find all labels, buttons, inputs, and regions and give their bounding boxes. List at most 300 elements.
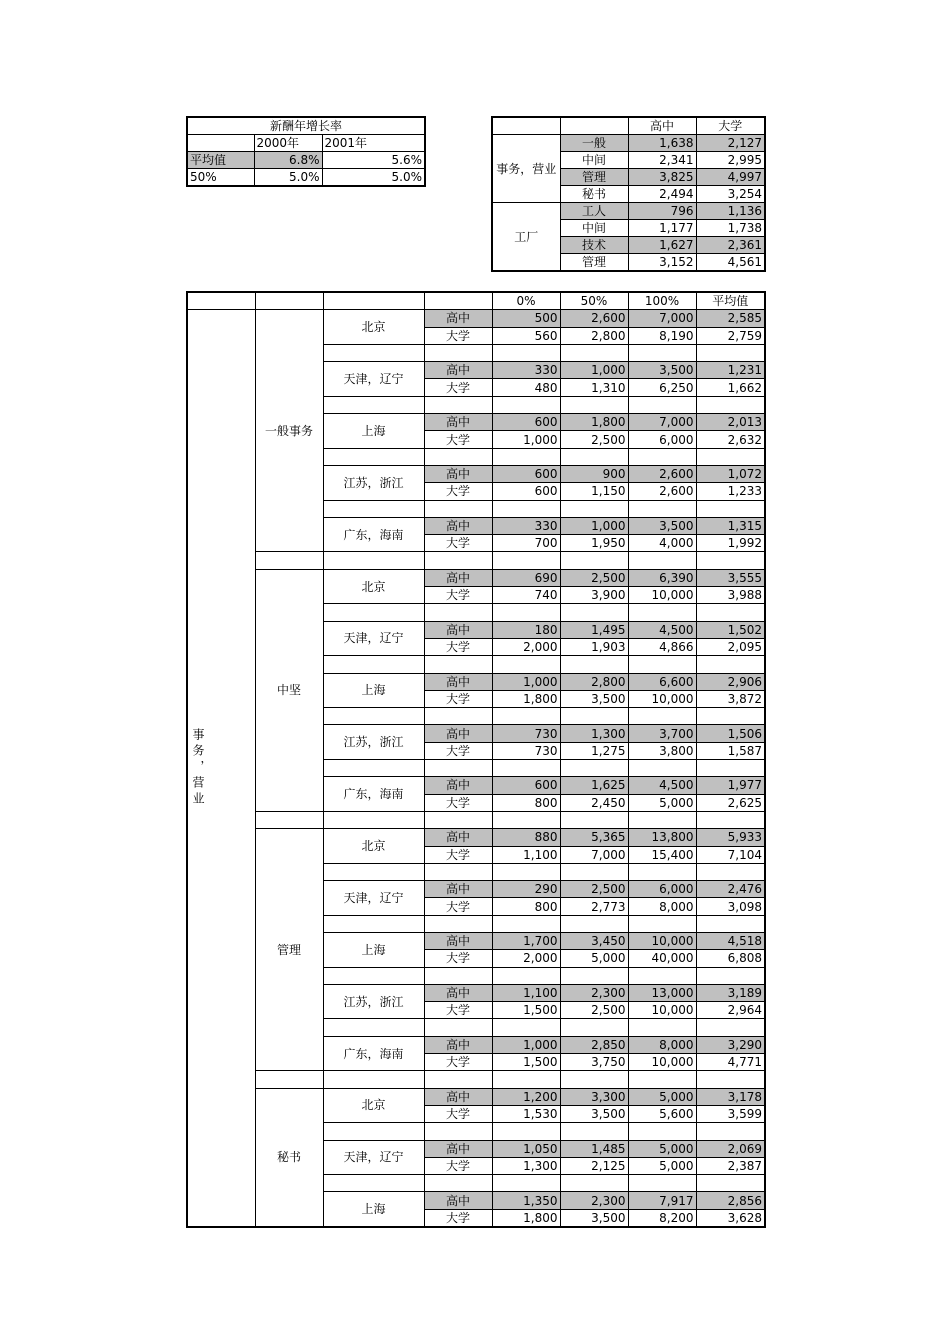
spacer-cell (696, 1019, 765, 1036)
avg-group-label: 工厂 (492, 203, 560, 272)
value-cell: 1,300 (560, 725, 628, 742)
spacer-cell (628, 1019, 696, 1036)
value-cell: 1,050 (492, 1140, 560, 1157)
value-cell: 6,000 (628, 881, 696, 898)
spacer-cell (696, 448, 765, 465)
value-cell: 3,450 (560, 932, 628, 949)
value-cell: 2,773 (560, 898, 628, 915)
value-cell: 2,500 (560, 1002, 628, 1019)
main-header-blank (187, 292, 255, 310)
edu-label-hs: 高中 (424, 673, 492, 690)
avg-cell: 1,738 (696, 220, 765, 237)
value-cell: 8,190 (628, 327, 696, 344)
value-cell: 330 (492, 362, 560, 379)
edu-label-uni: 大学 (424, 898, 492, 915)
spacer-cell (696, 1123, 765, 1140)
value-cell: 2,500 (560, 569, 628, 586)
value-cell: 600 (492, 483, 560, 500)
value-cell: 3,599 (696, 1105, 765, 1122)
edu-label-uni: 大学 (424, 1105, 492, 1122)
spacer-cell (424, 448, 492, 465)
growth-cell: 5.0% (254, 169, 322, 187)
spacer-cell (424, 552, 492, 569)
edu-label-hs: 高中 (424, 777, 492, 794)
avg-cell: 3,152 (628, 254, 696, 272)
value-cell: 5,000 (628, 1088, 696, 1105)
value-cell: 1,506 (696, 725, 765, 742)
value-cell: 3,500 (628, 517, 696, 534)
spacer-cell (628, 708, 696, 725)
value-cell: 1,072 (696, 465, 765, 482)
value-cell: 7,000 (628, 310, 696, 327)
value-cell: 7,917 (628, 1192, 696, 1209)
value-cell: 1,000 (560, 362, 628, 379)
spacer-cell (492, 656, 560, 673)
value-cell: 480 (492, 379, 560, 396)
avg-corner (492, 117, 560, 135)
spacer-cell (696, 500, 765, 517)
spacer-cell (696, 760, 765, 777)
region-label: 广东，海南 (323, 777, 424, 812)
region-label: 江苏，浙江 (323, 725, 424, 760)
spacer-cell (323, 656, 424, 673)
value-cell: 4,866 (628, 638, 696, 655)
avg-cell: 2,361 (696, 237, 765, 254)
region-label: 天津，辽宁 (323, 1140, 424, 1175)
value-cell: 740 (492, 587, 560, 604)
category-spacer-row (187, 1071, 765, 1088)
spacer-cell (560, 708, 628, 725)
spacer-cell (560, 863, 628, 880)
value-cell: 2,800 (560, 673, 628, 690)
value-cell: 10,000 (628, 690, 696, 707)
spacer-cell (560, 396, 628, 413)
avg-row-label: 管理 (560, 169, 628, 186)
value-cell: 600 (492, 414, 560, 431)
edu-label-uni: 大学 (424, 1209, 492, 1227)
main-header: 50% (560, 292, 628, 310)
main-header-blank (255, 292, 323, 310)
value-cell: 330 (492, 517, 560, 534)
edu-label-hs: 高中 (424, 362, 492, 379)
table-row (187, 569, 765, 586)
value-cell: 3,189 (696, 984, 765, 1001)
spacer-cell (560, 448, 628, 465)
value-cell: 1,300 (492, 1157, 560, 1174)
spacer-cell (696, 1071, 765, 1088)
edu-label-uni: 大学 (424, 638, 492, 655)
growth-col-2000: 2000年 (254, 135, 322, 152)
avg-cell: 1,638 (628, 135, 696, 152)
value-cell: 6,000 (628, 431, 696, 448)
region-label: 天津，辽宁 (323, 621, 424, 656)
value-cell: 2,500 (560, 431, 628, 448)
spacer-cell (628, 1071, 696, 1088)
spacer-cell (628, 396, 696, 413)
edu-label-uni: 大学 (424, 794, 492, 811)
avg-row (492, 135, 765, 152)
value-cell: 2,000 (492, 950, 560, 967)
avg-row-label: 秘书 (560, 186, 628, 203)
spacer-cell (696, 811, 765, 828)
value-cell: 880 (492, 829, 560, 846)
spacer-cell (492, 500, 560, 517)
spacer-cell (492, 811, 560, 828)
value-cell: 3,500 (560, 1105, 628, 1122)
value-cell: 5,000 (628, 1157, 696, 1174)
spacer-cell (323, 1123, 424, 1140)
category-label: 中坚 (255, 569, 323, 811)
spacer-cell (323, 552, 424, 569)
avg-cell: 796 (628, 203, 696, 220)
value-cell: 730 (492, 725, 560, 742)
edu-label-hs: 高中 (424, 829, 492, 846)
spacer-cell (492, 1175, 560, 1192)
spacer-cell (696, 915, 765, 932)
edu-label-hs: 高中 (424, 1192, 492, 1209)
value-cell: 10,000 (628, 932, 696, 949)
value-cell: 1,310 (560, 379, 628, 396)
spacer-cell (560, 811, 628, 828)
region-label: 上海 (323, 673, 424, 708)
avg-row (492, 203, 765, 220)
category-label: 秘书 (255, 1088, 323, 1227)
value-cell: 1,903 (560, 638, 628, 655)
edu-label-hs: 高中 (424, 1140, 492, 1157)
value-cell: 1,200 (492, 1088, 560, 1105)
spacer-cell (560, 1071, 628, 1088)
spacer-cell (696, 552, 765, 569)
spacer-cell (628, 863, 696, 880)
value-cell: 2,600 (560, 310, 628, 327)
value-cell: 4,771 (696, 1054, 765, 1071)
edu-label-hs: 高中 (424, 310, 492, 327)
spacer-cell (424, 863, 492, 880)
spacer-cell (424, 500, 492, 517)
spacer-cell (492, 1123, 560, 1140)
spacer-cell (424, 811, 492, 828)
spacer-cell (323, 760, 424, 777)
value-cell: 1,150 (560, 483, 628, 500)
spacer-cell (492, 708, 560, 725)
region-label: 北京 (323, 1088, 424, 1123)
spacer-cell (424, 1175, 492, 1192)
spacer-cell (560, 1123, 628, 1140)
value-cell: 1,800 (492, 690, 560, 707)
spacer-cell (560, 604, 628, 621)
category-label: 一般事务 (255, 310, 323, 552)
value-cell: 5,600 (628, 1105, 696, 1122)
value-cell: 1,000 (560, 517, 628, 534)
avg-header-uni: 大学 (696, 117, 765, 135)
spacer-cell (255, 811, 323, 828)
region-label: 北京 (323, 310, 424, 345)
spacer-cell (560, 760, 628, 777)
spacer-cell (560, 1019, 628, 1036)
spacer-cell (492, 915, 560, 932)
value-cell: 1,315 (696, 517, 765, 534)
spacer-cell (492, 967, 560, 984)
region-label: 上海 (323, 1192, 424, 1227)
main-header: 0% (492, 292, 560, 310)
edu-label-uni: 大学 (424, 742, 492, 759)
table-row (187, 310, 765, 327)
spacer-cell (696, 604, 765, 621)
value-cell: 2,387 (696, 1157, 765, 1174)
value-cell: 3,872 (696, 690, 765, 707)
value-cell: 6,600 (628, 673, 696, 690)
growth-rate-table (186, 116, 426, 187)
avg-cell: 4,997 (696, 169, 765, 186)
value-cell: 4,518 (696, 932, 765, 949)
sector-text: 事务，营业 (191, 728, 205, 809)
value-cell: 6,390 (628, 569, 696, 586)
spacer-cell (628, 1175, 696, 1192)
edu-label-uni: 大学 (424, 327, 492, 344)
value-cell: 2,906 (696, 673, 765, 690)
value-cell: 3,178 (696, 1088, 765, 1105)
spacer-cell (424, 1123, 492, 1140)
spacer-cell (492, 1019, 560, 1036)
value-cell: 1,700 (492, 932, 560, 949)
edu-label-uni: 大学 (424, 483, 492, 500)
table-row (187, 829, 765, 846)
value-cell: 2,585 (696, 310, 765, 327)
spacer-cell (628, 448, 696, 465)
value-cell: 1,231 (696, 362, 765, 379)
value-cell: 10,000 (628, 587, 696, 604)
spacer-cell (323, 604, 424, 621)
main-header: 100% (628, 292, 696, 310)
salary-distribution-table (186, 291, 766, 1228)
value-cell: 290 (492, 881, 560, 898)
average-salary-table (491, 116, 766, 272)
value-cell: 3,800 (628, 742, 696, 759)
value-cell: 500 (492, 310, 560, 327)
spacer-cell (255, 1071, 323, 1088)
growth-cell: 6.8% (254, 152, 322, 169)
value-cell: 1,350 (492, 1192, 560, 1209)
value-cell: 690 (492, 569, 560, 586)
spacer-cell (492, 448, 560, 465)
value-cell: 700 (492, 535, 560, 552)
value-cell: 3,988 (696, 587, 765, 604)
edu-label-hs: 高中 (424, 725, 492, 742)
value-cell: 8,200 (628, 1209, 696, 1227)
value-cell: 5,000 (628, 794, 696, 811)
value-cell: 4,500 (628, 621, 696, 638)
edu-label-uni: 大学 (424, 587, 492, 604)
spacer-cell (628, 500, 696, 517)
value-cell: 2,095 (696, 638, 765, 655)
value-cell: 800 (492, 794, 560, 811)
edu-label-hs: 高中 (424, 881, 492, 898)
edu-label-hs: 高中 (424, 932, 492, 949)
value-cell: 2,759 (696, 327, 765, 344)
avg-cell: 1,136 (696, 203, 765, 220)
edu-label-hs: 高中 (424, 414, 492, 431)
spacer-cell (323, 1175, 424, 1192)
value-cell: 4,500 (628, 777, 696, 794)
value-cell: 8,000 (628, 1036, 696, 1053)
value-cell: 3,628 (696, 1209, 765, 1227)
spacer-cell (696, 967, 765, 984)
spacer-cell (492, 604, 560, 621)
avg-row-label: 技术 (560, 237, 628, 254)
region-label: 北京 (323, 569, 424, 604)
main-header-blank (424, 292, 492, 310)
avg-row-label: 管理 (560, 254, 628, 272)
spacer-cell (492, 760, 560, 777)
value-cell: 2,632 (696, 431, 765, 448)
growth-title: 新酬年增长率 (187, 117, 425, 135)
value-cell: 600 (492, 777, 560, 794)
value-cell: 2,850 (560, 1036, 628, 1053)
value-cell: 1,800 (492, 1209, 560, 1227)
value-cell: 4,000 (628, 535, 696, 552)
category-spacer-row (187, 552, 765, 569)
value-cell: 2,125 (560, 1157, 628, 1174)
value-cell: 6,250 (628, 379, 696, 396)
spacer-cell (323, 967, 424, 984)
spacer-cell (424, 344, 492, 361)
region-label: 广东，海南 (323, 1036, 424, 1071)
growth-row-label: 平均值 (187, 152, 254, 169)
edu-label-hs: 高中 (424, 984, 492, 1001)
spacer-cell (424, 396, 492, 413)
value-cell: 1,100 (492, 846, 560, 863)
value-cell: 1,977 (696, 777, 765, 794)
value-cell: 1,662 (696, 379, 765, 396)
value-cell: 2,800 (560, 327, 628, 344)
value-cell: 2,500 (560, 881, 628, 898)
value-cell: 3,300 (560, 1088, 628, 1105)
spacer-cell (628, 760, 696, 777)
edu-label-hs: 高中 (424, 1088, 492, 1105)
value-cell: 3,700 (628, 725, 696, 742)
region-label: 天津，辽宁 (323, 362, 424, 397)
value-cell: 7,000 (628, 414, 696, 431)
spacer-cell (424, 708, 492, 725)
avg-header-row (492, 117, 765, 135)
spacer-cell (560, 656, 628, 673)
edu-label-hs: 高中 (424, 621, 492, 638)
value-cell: 560 (492, 327, 560, 344)
avg-cell: 2,995 (696, 152, 765, 169)
spacer-cell (323, 863, 424, 880)
value-cell: 13,800 (628, 829, 696, 846)
avg-cell: 4,561 (696, 254, 765, 272)
value-cell: 2,300 (560, 984, 628, 1001)
value-cell: 1,233 (696, 483, 765, 500)
value-cell: 7,104 (696, 846, 765, 863)
avg-cell: 1,627 (628, 237, 696, 254)
value-cell: 5,000 (628, 1140, 696, 1157)
edu-label-uni: 大学 (424, 1157, 492, 1174)
value-cell: 2,300 (560, 1192, 628, 1209)
table-row (187, 1088, 765, 1105)
value-cell: 3,555 (696, 569, 765, 586)
value-cell: 3,500 (560, 690, 628, 707)
edu-label-hs: 高中 (424, 569, 492, 586)
edu-label-uni: 大学 (424, 690, 492, 707)
region-label: 上海 (323, 932, 424, 967)
value-cell: 2,000 (492, 638, 560, 655)
value-cell: 2,450 (560, 794, 628, 811)
region-label: 北京 (323, 829, 424, 864)
spacer-cell (492, 344, 560, 361)
spacer-cell (628, 344, 696, 361)
edu-label-hs: 高中 (424, 465, 492, 482)
spacer-cell (424, 656, 492, 673)
value-cell: 2,964 (696, 1002, 765, 1019)
value-cell: 1,275 (560, 742, 628, 759)
edu-label-uni: 大学 (424, 1054, 492, 1071)
spacer-cell (560, 500, 628, 517)
edu-label-uni: 大学 (424, 379, 492, 396)
value-cell: 1,587 (696, 742, 765, 759)
value-cell: 3,500 (628, 362, 696, 379)
value-cell: 3,500 (560, 1209, 628, 1227)
avg-cell: 2,494 (628, 186, 696, 203)
avg-cell: 3,825 (628, 169, 696, 186)
value-cell: 900 (560, 465, 628, 482)
value-cell: 1,950 (560, 535, 628, 552)
sector-label (187, 310, 255, 1227)
spacer-cell (323, 1019, 424, 1036)
value-cell: 1,100 (492, 984, 560, 1001)
value-cell: 10,000 (628, 1002, 696, 1019)
value-cell: 3,098 (696, 898, 765, 915)
spacer-cell (696, 656, 765, 673)
value-cell: 3,750 (560, 1054, 628, 1071)
spacer-cell (560, 344, 628, 361)
spacer-cell (323, 811, 424, 828)
edu-label-uni: 大学 (424, 535, 492, 552)
value-cell: 2,013 (696, 414, 765, 431)
region-label: 天津，辽宁 (323, 881, 424, 916)
growth-corner (187, 135, 254, 152)
spacer-cell (560, 915, 628, 932)
region-label: 江苏，浙江 (323, 984, 424, 1019)
spacer-cell (628, 604, 696, 621)
value-cell: 5,933 (696, 829, 765, 846)
spacer-cell (424, 604, 492, 621)
avg-corner (560, 117, 628, 135)
avg-group-label: 事务，营业 (492, 135, 560, 203)
value-cell: 3,290 (696, 1036, 765, 1053)
value-cell: 3,900 (560, 587, 628, 604)
avg-cell: 3,254 (696, 186, 765, 203)
category-label: 管理 (255, 829, 323, 1071)
spacer-cell (323, 448, 424, 465)
value-cell: 13,000 (628, 984, 696, 1001)
edu-label-hs: 高中 (424, 1036, 492, 1053)
spacer-cell (492, 863, 560, 880)
spacer-cell (323, 708, 424, 725)
spacer-cell (424, 1019, 492, 1036)
value-cell: 2,856 (696, 1192, 765, 1209)
spacer-cell (323, 500, 424, 517)
value-cell: 2,625 (696, 794, 765, 811)
main-header-blank (323, 292, 424, 310)
growth-row-label: 50% (187, 169, 254, 187)
spacer-cell (560, 967, 628, 984)
main-header-row (187, 292, 765, 310)
spacer-cell (424, 1071, 492, 1088)
spacer-cell (492, 1071, 560, 1088)
value-cell: 15,400 (628, 846, 696, 863)
